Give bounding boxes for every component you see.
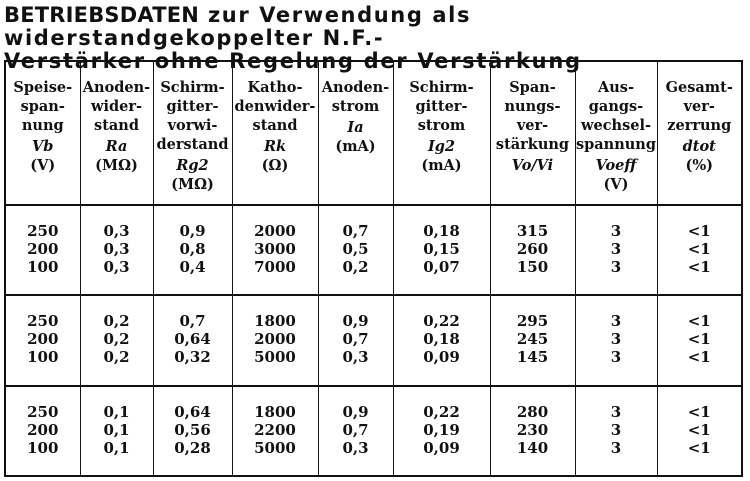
column-unit: (%) xyxy=(685,157,713,174)
cell-value: 140 xyxy=(516,438,549,457)
cell-value: 245 xyxy=(516,330,549,349)
table-cell xyxy=(575,295,657,385)
cell-value: 0,64 xyxy=(174,402,211,421)
column-label-line: wechsel- xyxy=(581,117,651,134)
column-label-line: spannung xyxy=(575,136,656,153)
operating-data-table xyxy=(4,60,743,477)
cell-value: 0,9 xyxy=(179,222,206,240)
cell-value: 0,2 xyxy=(103,330,130,349)
table-cell xyxy=(490,205,575,295)
cell-value: 0,56 xyxy=(174,420,211,439)
cell-value: 295 xyxy=(516,312,549,331)
cell-value: 0,4 xyxy=(179,258,206,276)
cell-value: 200 xyxy=(27,330,59,349)
cell-value: 3 xyxy=(610,348,622,367)
cell-value: 0,28 xyxy=(174,438,211,457)
cell-value: 0,18 xyxy=(423,222,460,240)
cell-value: 200 xyxy=(27,240,59,258)
cell-value: <1 xyxy=(687,312,711,331)
table-cell xyxy=(657,205,742,295)
cell-value: 0,3 xyxy=(342,438,369,457)
cell-value: 0,3 xyxy=(103,222,130,240)
cell-value: 0,1 xyxy=(103,420,130,439)
table-cell xyxy=(153,295,232,385)
column-label-line: nung xyxy=(21,117,64,134)
cell-value: 3 xyxy=(610,330,622,349)
column-unit: (V) xyxy=(30,157,56,174)
cell-value: <1 xyxy=(687,438,711,457)
cell-value: 0,3 xyxy=(103,258,130,276)
column-label-line: gitter- xyxy=(166,98,219,115)
column-unit: (Ω) xyxy=(261,157,289,174)
column-label-line: gangs- xyxy=(588,98,644,115)
column-symbol: dtot xyxy=(682,138,716,155)
table-cell xyxy=(318,295,393,385)
cell-value: 250 xyxy=(27,222,59,240)
table-cell xyxy=(232,295,318,385)
cell-value: <1 xyxy=(687,330,711,349)
table-cell xyxy=(153,205,232,295)
cell-value: 2200 xyxy=(254,420,296,439)
table-cell xyxy=(5,386,80,476)
cell-value: 0,7 xyxy=(342,330,369,349)
column-symbol: Ra xyxy=(105,138,128,155)
table-cell xyxy=(657,295,742,385)
cell-value: 0,9 xyxy=(342,312,369,331)
cell-value: 3 xyxy=(610,402,622,421)
column-unit: (mA) xyxy=(335,138,376,155)
cell-value: 0,7 xyxy=(342,222,369,240)
table-cell xyxy=(80,205,153,295)
column-label-line: Anoden- xyxy=(82,79,151,96)
column-label-line: Speise- xyxy=(13,79,73,96)
cell-value: 3 xyxy=(610,438,622,457)
cell-value: 0,09 xyxy=(423,348,460,367)
cell-value: <1 xyxy=(687,348,711,367)
cell-value: 3 xyxy=(610,258,622,276)
cell-value: 0,5 xyxy=(342,240,369,258)
cell-value: 0,18 xyxy=(423,330,460,349)
column-label-line: Aus- xyxy=(598,79,634,96)
column-label xyxy=(394,78,490,135)
table-cell xyxy=(393,386,490,476)
table-cell xyxy=(153,386,232,476)
cell-value: 0,8 xyxy=(179,240,206,258)
column-label-line: stand xyxy=(94,117,139,134)
column-label-line: Schirm- xyxy=(160,79,225,96)
table-cell xyxy=(80,295,153,385)
table-cell xyxy=(318,386,393,476)
column-header xyxy=(490,61,575,205)
cell-value: <1 xyxy=(687,222,711,240)
cell-value: 7000 xyxy=(254,258,296,276)
column-label-line: Gesamt- xyxy=(665,79,733,96)
cell-value: 0,22 xyxy=(423,402,460,421)
table-row-group xyxy=(5,386,742,476)
column-label-line: nungs- xyxy=(504,98,561,115)
cell-value: 100 xyxy=(27,438,59,457)
cell-value: 250 xyxy=(27,312,59,331)
column-label-line: ver- xyxy=(516,117,549,134)
column-label-line: stärkung xyxy=(495,136,570,153)
cell-value: 1800 xyxy=(254,402,296,421)
cell-value: 0,7 xyxy=(179,312,206,331)
cell-value: 0,1 xyxy=(103,438,130,457)
column-symbol: Rk xyxy=(263,138,287,155)
table-cell xyxy=(575,386,657,476)
cell-value: 0,1 xyxy=(103,402,130,421)
column-label-line: zerrung xyxy=(667,117,732,134)
column-label xyxy=(576,78,657,154)
column-label xyxy=(658,78,742,135)
table-cell xyxy=(490,386,575,476)
column-label-line: Anoden- xyxy=(321,79,390,96)
column-header xyxy=(153,61,232,205)
cell-value: 3 xyxy=(610,420,622,439)
column-label-line: wider- xyxy=(90,98,142,115)
table-cell xyxy=(232,386,318,476)
cell-value: 0,3 xyxy=(342,348,369,367)
table-cell xyxy=(80,386,153,476)
cell-value: 280 xyxy=(516,402,549,421)
cell-value: 0,2 xyxy=(103,312,130,331)
header-row xyxy=(5,61,742,205)
column-label xyxy=(319,78,393,116)
column-symbol: Vb xyxy=(32,138,54,155)
table-cell xyxy=(5,205,80,295)
cell-value: 230 xyxy=(516,420,549,439)
cell-value: 0,7 xyxy=(342,420,369,439)
column-header xyxy=(657,61,742,205)
cell-value: 260 xyxy=(516,240,549,258)
cell-value: 1800 xyxy=(254,312,296,331)
column-label-line: Span- xyxy=(509,79,556,96)
cell-value: 5000 xyxy=(254,348,296,367)
column-header xyxy=(575,61,657,205)
cell-value: 145 xyxy=(516,348,549,367)
table-cell xyxy=(575,205,657,295)
column-symbol: Vo/Vi xyxy=(511,157,554,174)
cell-value: 0,64 xyxy=(174,330,211,349)
cell-value: 250 xyxy=(27,402,59,421)
title-lead: BETRIEBSDATEN xyxy=(4,3,200,27)
column-label-line: ver- xyxy=(683,98,715,115)
cell-value: <1 xyxy=(687,420,711,439)
title-rest: zur Verwendung als widerstandgekoppelter N.F.- xyxy=(4,3,472,50)
column-symbol: Ig2 xyxy=(427,138,455,155)
cell-value: 100 xyxy=(27,258,59,276)
table-cell xyxy=(232,205,318,295)
cell-value: <1 xyxy=(687,258,711,276)
cell-value: 2000 xyxy=(254,330,296,349)
table-cell xyxy=(5,295,80,385)
cell-value: 0,2 xyxy=(103,348,130,367)
column-label-line: gitter- xyxy=(415,98,468,115)
column-unit: (V) xyxy=(603,176,629,193)
cell-value: 0,22 xyxy=(423,312,460,331)
cell-value: <1 xyxy=(687,402,711,421)
cell-value: 0,32 xyxy=(174,348,211,367)
column-unit: (MΩ) xyxy=(171,176,214,193)
column-label-line: strom xyxy=(331,98,380,115)
title-line-2: Verstärker ohne Regelung der Verstärkung xyxy=(4,49,582,73)
cell-value: 0,07 xyxy=(423,258,460,276)
column-label-line: Schirm- xyxy=(409,79,474,96)
column-label-line: vorwi- xyxy=(167,117,218,134)
cell-value: 0,15 xyxy=(423,240,460,258)
cell-value: 200 xyxy=(27,420,59,439)
column-label-line: strom xyxy=(417,117,466,134)
column-symbol: Voeff xyxy=(595,157,637,174)
column-label xyxy=(6,78,80,135)
table-cell xyxy=(657,386,742,476)
table-cell xyxy=(318,205,393,295)
column-header xyxy=(393,61,490,205)
column-label-line: Katho- xyxy=(247,79,303,96)
table-cell xyxy=(393,295,490,385)
cell-value: 5000 xyxy=(254,438,296,457)
column-label xyxy=(154,78,232,154)
cell-value: <1 xyxy=(687,240,711,258)
column-symbol: Ia xyxy=(347,119,364,136)
column-label xyxy=(491,78,575,154)
table-row-group xyxy=(5,295,742,385)
column-label xyxy=(81,78,153,135)
column-header xyxy=(318,61,393,205)
column-symbol: Rg2 xyxy=(176,157,209,174)
column-header xyxy=(5,61,80,205)
column-label-line: stand xyxy=(252,117,298,134)
cell-value: 0,2 xyxy=(342,258,369,276)
cell-value: 0,19 xyxy=(423,420,460,439)
cell-value: 150 xyxy=(516,258,549,276)
column-label xyxy=(233,78,318,135)
title-line-1 xyxy=(4,4,746,50)
cell-value: 0,09 xyxy=(423,438,460,457)
cell-value: 2000 xyxy=(254,222,296,240)
column-label-line: span- xyxy=(20,98,65,115)
cell-value: 100 xyxy=(27,348,59,367)
cell-value: 3 xyxy=(610,222,622,240)
cell-value: 0,3 xyxy=(103,240,130,258)
cell-value: 3 xyxy=(610,312,622,331)
table-row-group xyxy=(5,205,742,295)
column-label-line: derstand xyxy=(156,136,229,153)
column-header xyxy=(232,61,318,205)
column-unit: (mA) xyxy=(421,157,462,174)
column-header xyxy=(80,61,153,205)
cell-value: 3 xyxy=(610,240,622,258)
cell-value: 0,9 xyxy=(342,402,369,421)
column-unit: (MΩ) xyxy=(95,157,138,174)
cell-value: 3000 xyxy=(254,240,296,258)
table-body xyxy=(5,205,742,476)
table-cell xyxy=(393,205,490,295)
column-label-line: denwider- xyxy=(234,98,316,115)
table-cell xyxy=(490,295,575,385)
cell-value: 315 xyxy=(516,222,549,240)
